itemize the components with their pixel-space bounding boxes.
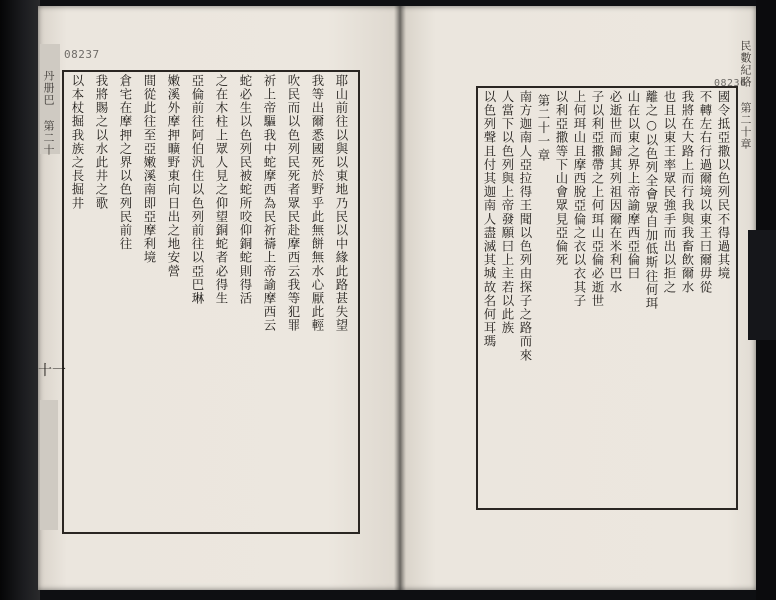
text-column: 以色列聲且付其迦南人盡滅其城故名何耳瑪 [482, 90, 497, 349]
book-gutter [394, 6, 406, 590]
right-text-block [480, 90, 732, 502]
right-page-number: 08236 [714, 78, 747, 89]
text-column: 嫩溪外摩押曠野東向日出之地安營 [166, 74, 181, 278]
text-column: 離之○以色列全會眾自加低斯往何珥 [644, 90, 659, 311]
text-column: 我將在大路上而行我與我畜飲爾水 [680, 90, 695, 294]
left-page-number: 08237 [64, 48, 100, 61]
text-column: 南方迦南人亞拉得王聞以色列由探子之路而來 [518, 90, 533, 362]
page-tab [748, 230, 776, 340]
book-shadow [0, 0, 40, 600]
text-column: 上何珥山且摩西脫亞倫之衣以衣其子 [572, 90, 587, 308]
text-column: 必逝世而歸其列祖因爾在米利巴水 [608, 90, 623, 294]
left-margin-note: 丹册巴 第二十 [42, 70, 55, 156]
text-column: 耶山前往以與以東地乃民以中緣此路甚失望 [334, 74, 349, 333]
text-column: 倉宅在摩押之界以色列民前往 [118, 74, 133, 251]
text-column: 祈上帝驅我中蛇摩西為民祈禱上帝諭摩西云 [262, 74, 277, 333]
text-column: 也且以東王率眾民強手而出以拒之 [662, 90, 677, 294]
text-column: 以利亞撒等下山會眾見亞倫死 [554, 90, 569, 267]
text-column: 亞倫前往阿伯汎住以色列前往以亞巴琳 [190, 74, 205, 306]
text-column: 山在以東之界上帝諭摩西亞倫曰 [626, 90, 641, 281]
left-text-block [66, 74, 354, 526]
text-column: 以本杖掘我族之長掘井 [70, 74, 85, 210]
text-column: 子以利亞撒帶之上何珥山亞倫必逝世 [590, 90, 605, 308]
text-column: 我等出爾悉國死於野乎此無餅無水心厭此輕 [310, 74, 325, 333]
text-column: 不轉左右行過爾境以東王曰爾毋從 [698, 90, 713, 294]
chapter-heading: 第二十一章 [536, 94, 551, 162]
text-column: 蛇必生以色列民被蛇所咬仰銅蛇則得活 [238, 74, 253, 306]
text-column: 我將賜之以水此井之歌 [94, 74, 109, 210]
right-margin-note: 民數紀略 第二十章 [739, 40, 752, 150]
left-margin-marker: 十一 [38, 363, 66, 379]
text-column: 吹民而以色列民死者眾民赴摩西云我等犯罪 [286, 74, 301, 333]
left-margin-strip-bottom [40, 400, 58, 530]
text-column: 國令抵亞撒以色列民不得過其境 [716, 90, 731, 281]
text-column: 間從此往至亞嫩溪南即亞摩利境 [142, 74, 157, 265]
text-column: 之在木柱上眾人見之仰望銅蛇者必得生 [214, 74, 229, 306]
text-column: 人當下以色列與上帝發願曰上主若以此族 [500, 90, 515, 335]
